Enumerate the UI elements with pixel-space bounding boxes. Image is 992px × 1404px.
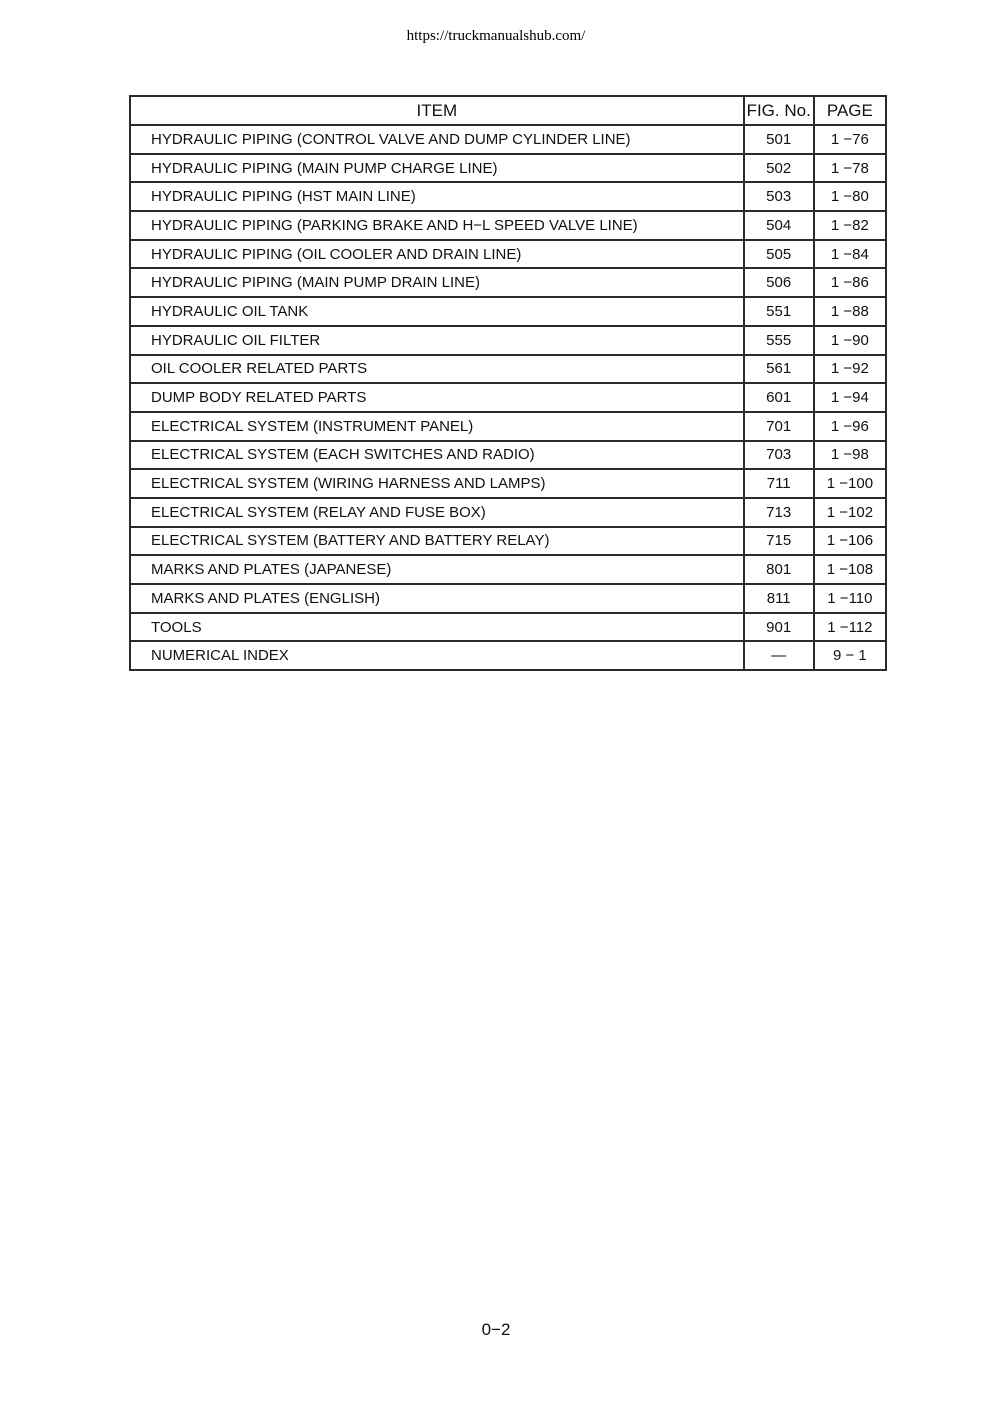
fig-number-cell: 504: [744, 211, 814, 240]
table-row: [130, 584, 886, 613]
source-url: https://truckmanualshub.com/: [406, 28, 586, 44]
table-row: [130, 555, 886, 584]
item-title-cell: DUMP BODY RELATED PARTS: [130, 383, 744, 412]
table-body: [130, 125, 886, 670]
fig-number-cell: 502: [744, 154, 814, 183]
fig-number-cell: 713: [744, 498, 814, 527]
table-header-row: [130, 96, 886, 125]
item-title-cell: HYDRAULIC PIPING (OIL COOLER AND DRAIN LINE): [130, 240, 744, 269]
page-reference-cell: 9 − 1: [814, 641, 886, 670]
fig-number-cell: 501: [744, 125, 814, 154]
item-title-cell: MARKS AND PLATES (JAPANESE): [130, 555, 744, 584]
table-row: [130, 498, 886, 527]
table-row: [130, 383, 886, 412]
page-reference-cell: 1 −88: [814, 297, 886, 326]
item-title-cell: HYDRAULIC PIPING (HST MAIN LINE): [130, 182, 744, 211]
fig-number-cell: 555: [744, 326, 814, 355]
fig-number-cell: 711: [744, 469, 814, 498]
page-number: 0−2: [481, 1320, 511, 1339]
column-header-page: PAGE: [814, 96, 886, 125]
fig-number-cell: 506: [744, 268, 814, 297]
table-row: [130, 268, 886, 297]
item-title-cell: ELECTRICAL SYSTEM (WIRING HARNESS AND LAMPS): [130, 469, 744, 498]
page-reference-cell: 1 −112: [814, 613, 886, 642]
page-reference-cell: 1 −76: [814, 125, 886, 154]
fig-number-cell: 715: [744, 527, 814, 556]
table-row: [130, 182, 886, 211]
page-reference-cell: 1 −86: [814, 268, 886, 297]
table-row: [130, 355, 886, 384]
item-title-cell: MARKS AND PLATES (ENGLISH): [130, 584, 744, 613]
fig-number-cell: 601: [744, 383, 814, 412]
fig-number-cell: 701: [744, 412, 814, 441]
item-title-cell: TOOLS: [130, 613, 744, 642]
table-row: [130, 125, 886, 154]
item-title-cell: OIL COOLER RELATED PARTS: [130, 355, 744, 384]
item-title-cell: HYDRAULIC OIL TANK: [130, 297, 744, 326]
page-reference-cell: 1 −78: [814, 154, 886, 183]
contents-table: [129, 95, 887, 671]
page-reference-cell: 1 −82: [814, 211, 886, 240]
table-row: [130, 240, 886, 269]
fig-number-cell: 551: [744, 297, 814, 326]
table-row: [130, 641, 886, 670]
page-reference-cell: 1 −96: [814, 412, 886, 441]
fig-number-cell: —: [744, 641, 814, 670]
item-title-cell: HYDRAULIC PIPING (MAIN PUMP CHARGE LINE): [130, 154, 744, 183]
item-title-cell: HYDRAULIC OIL FILTER: [130, 326, 744, 355]
page-reference-cell: 1 −108: [814, 555, 886, 584]
item-title-cell: NUMERICAL INDEX: [130, 641, 744, 670]
page-reference-cell: 1 −100: [814, 469, 886, 498]
item-title-cell: ELECTRICAL SYSTEM (INSTRUMENT PANEL): [130, 412, 744, 441]
column-header-fig-no: FIG. No.: [744, 96, 814, 125]
fig-number-cell: 703: [744, 441, 814, 470]
fig-number-cell: 811: [744, 584, 814, 613]
item-title-cell: HYDRAULIC PIPING (CONTROL VALVE AND DUMP CYLINDER LINE): [130, 125, 744, 154]
table-row: [130, 613, 886, 642]
table-row: [130, 211, 886, 240]
page-reference-cell: 1 −102: [814, 498, 886, 527]
item-title-cell: ELECTRICAL SYSTEM (RELAY AND FUSE BOX): [130, 498, 744, 527]
page-reference-cell: 1 −98: [814, 441, 886, 470]
page-reference-cell: 1 −106: [814, 527, 886, 556]
item-title-cell: ELECTRICAL SYSTEM (BATTERY AND BATTERY RELAY): [130, 527, 744, 556]
fig-number-cell: 503: [744, 182, 814, 211]
page-reference-cell: 1 −90: [814, 326, 886, 355]
fig-number-cell: 561: [744, 355, 814, 384]
item-title-cell: ELECTRICAL SYSTEM (EACH SWITCHES AND RADIO): [130, 441, 744, 470]
table-row: [130, 527, 886, 556]
item-title-cell: HYDRAULIC PIPING (MAIN PUMP DRAIN LINE): [130, 268, 744, 297]
page-reference-cell: 1 −92: [814, 355, 886, 384]
item-title-cell: HYDRAULIC PIPING (PARKING BRAKE AND H−L SPEED VALVE LINE): [130, 211, 744, 240]
fig-number-cell: 505: [744, 240, 814, 269]
page-reference-cell: 1 −110: [814, 584, 886, 613]
table-row: [130, 297, 886, 326]
table-row: [130, 326, 886, 355]
column-header-item: ITEM: [130, 96, 744, 125]
page-reference-cell: 1 −94: [814, 383, 886, 412]
page-reference-cell: 1 −84: [814, 240, 886, 269]
fig-number-cell: 801: [744, 555, 814, 584]
table-row: [130, 412, 886, 441]
fig-number-cell: 901: [744, 613, 814, 642]
table-row: [130, 469, 886, 498]
table-row: [130, 441, 886, 470]
page-reference-cell: 1 −80: [814, 182, 886, 211]
table-row: [130, 154, 886, 183]
